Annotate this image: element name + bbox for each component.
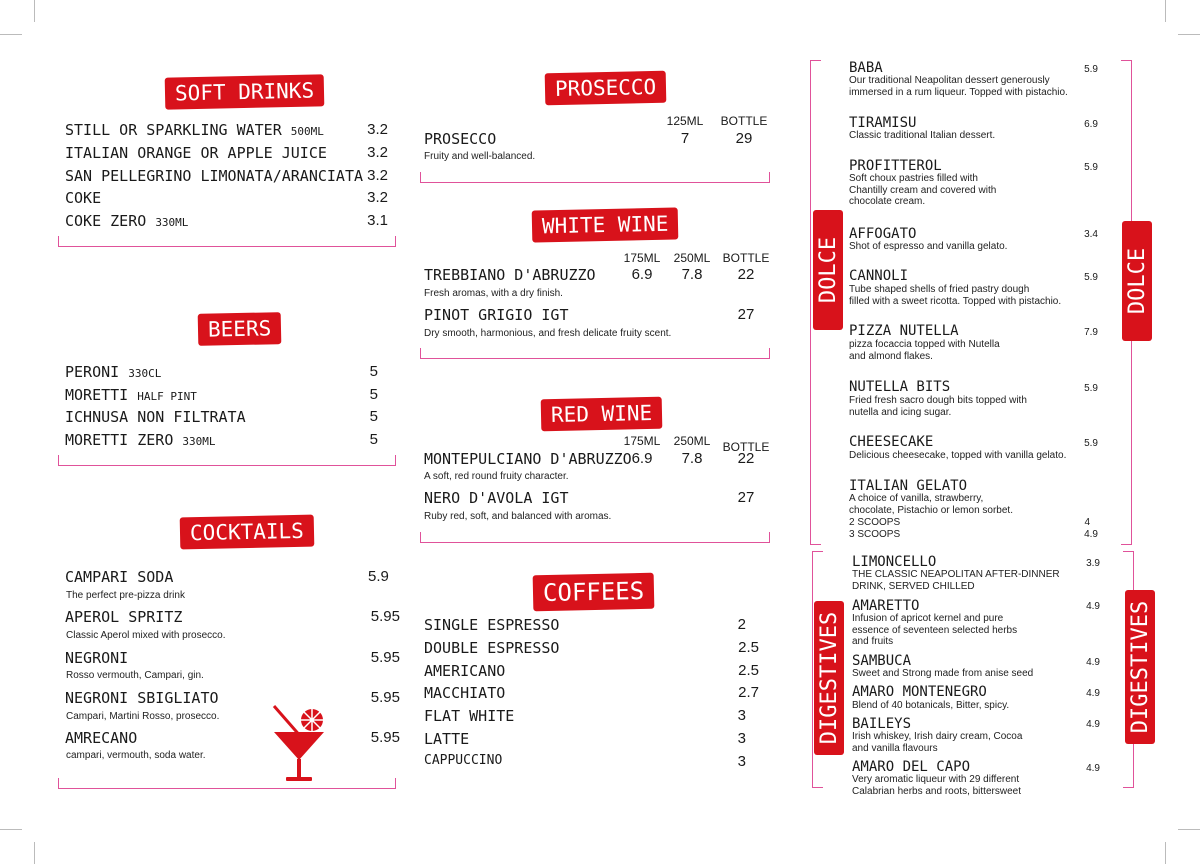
menu-item-price: 2.5 bbox=[738, 639, 759, 656]
menu-item-name: PROSECCO bbox=[424, 130, 497, 148]
column-header: 250ML bbox=[673, 251, 711, 265]
column-header: BOTTLE bbox=[722, 251, 770, 265]
menu-item-name: APEROL SPRITZ bbox=[65, 608, 183, 626]
menu-item-price: 5 bbox=[369, 408, 378, 425]
section-title-digestives: DIGESTIVES bbox=[814, 601, 844, 755]
digestive-price: 4.9 bbox=[1086, 719, 1100, 730]
digestive-price: 3.9 bbox=[1086, 558, 1100, 569]
menu-item-price: 6.9 bbox=[631, 450, 653, 467]
menu-item-name: TREBBIANO D'ABRUZZO bbox=[424, 266, 596, 284]
menu-item-description: Campari, Martini Rosso, prosecco. bbox=[66, 711, 220, 722]
section-title-beers: BEERS bbox=[198, 312, 282, 346]
dessert-description: A choice of vanilla, strawberry, chocolate, Pistachio or lemon sorbet. bbox=[849, 493, 1013, 516]
menu-item-name: LATTE bbox=[424, 730, 470, 748]
dessert-description: Fried fresh sacro dough bits topped with nutella and icing sugar. bbox=[849, 395, 1027, 418]
section-bracket bbox=[420, 348, 770, 359]
crop-mark bbox=[0, 34, 22, 35]
menu-item-price: 2.5 bbox=[738, 662, 759, 679]
menu-item-description: campari, vermouth, soda water. bbox=[66, 750, 206, 761]
menu-item-name: CAMPARI SODA bbox=[65, 568, 174, 586]
dessert-name: ITALIAN GELATO bbox=[849, 478, 968, 494]
section-title-cocktails: COCKTAILS bbox=[180, 515, 314, 550]
dessert-price: 5.9 bbox=[1084, 438, 1098, 449]
dessert-description: Soft choux pastries filled with Chantilly cream and covered with chocolate cream. bbox=[849, 173, 997, 207]
dessert-description: Our traditional Neapolitan dessert generously immersed in a rum liqueur. Topped with pistachio. bbox=[849, 75, 1068, 98]
column-header: BOTTLE bbox=[722, 440, 770, 454]
menu-item-price: 5 bbox=[369, 363, 378, 380]
dessert-name: PROFITTEROL bbox=[849, 158, 942, 174]
menu-item-name: SINGLE ESPRESSO bbox=[424, 616, 560, 634]
menu-item-price: 27 bbox=[737, 489, 755, 506]
menu-item-price: 3 bbox=[737, 753, 746, 770]
crop-mark bbox=[0, 829, 22, 830]
menu-item-description: Classic Aperol mixed with prosecco. bbox=[66, 630, 226, 641]
section-bracket bbox=[58, 236, 396, 247]
menu-item-name: COKE ZERO 330ML bbox=[65, 212, 189, 230]
menu-item-price: 2 bbox=[737, 616, 746, 633]
crop-mark bbox=[34, 0, 35, 22]
menu-item-price: 7.8 bbox=[681, 450, 703, 467]
menu-item-description: Dry smooth, harmonious, and fresh delicate fruity scent. bbox=[424, 328, 672, 339]
menu-item-name: AMRECANO bbox=[65, 729, 138, 747]
column-header: 175ML bbox=[623, 251, 661, 265]
menu-item-name: DOUBLE ESPRESSO bbox=[424, 639, 560, 657]
menu-item-name: ITALIAN ORANGE OR APPLE JUICE bbox=[65, 144, 327, 162]
section-bracket bbox=[420, 532, 770, 543]
menu-item-price: 5.95 bbox=[370, 649, 400, 666]
menu-item-name: COKE bbox=[65, 189, 102, 207]
section-title-coffees: COFFEES bbox=[533, 573, 655, 612]
digestive-name: AMARO DEL CAPO bbox=[852, 759, 971, 775]
digestive-description: Infusion of apricot kernel and pure essence of seventeen selected herbs and fruits bbox=[852, 613, 1018, 647]
gelato-option-label: 3 SCOOPS bbox=[849, 529, 901, 540]
digestive-description: Irish whiskey, Irish dairy cream, Cocoa and vanilla flavours bbox=[852, 731, 1023, 754]
menu-item-name: NEGRONI SBIGLIATO bbox=[65, 689, 219, 707]
menu-item-price: 3.2 bbox=[367, 189, 388, 206]
menu-item-price: 3 bbox=[737, 707, 746, 724]
dessert-name: NUTELLA BITS bbox=[849, 379, 951, 395]
digestive-name: AMARETTO bbox=[852, 598, 920, 614]
dessert-price: 5.9 bbox=[1084, 64, 1098, 75]
dessert-price: 7.9 bbox=[1084, 327, 1098, 338]
digestive-price: 4.9 bbox=[1086, 657, 1100, 668]
menu-item-description: Fruity and well-balanced. bbox=[424, 151, 536, 162]
menu-item-price: 3.2 bbox=[367, 144, 388, 161]
gelato-option-price: 4.9 bbox=[1084, 529, 1098, 540]
section-bracket bbox=[58, 778, 396, 789]
menu-item-description: Rosso vermouth, Campari, gin. bbox=[66, 670, 204, 681]
dessert-description: Tube shaped shells of fried pastry dough filled with a sweet ricotta. Topped with pistachio. bbox=[849, 284, 1062, 307]
section-bracket bbox=[58, 455, 396, 466]
digestive-name: AMARO MONTENEGRO bbox=[852, 684, 987, 700]
menu-item-price: 29 bbox=[735, 130, 753, 147]
menu-item-price: 5.95 bbox=[370, 608, 400, 625]
menu-item-name: MACCHIATO bbox=[424, 684, 506, 702]
dessert-name: BABA bbox=[849, 60, 883, 76]
dessert-price: 3.4 bbox=[1084, 229, 1098, 240]
dessert-name: TIRAMISU bbox=[849, 115, 917, 131]
menu-item-name: AMERICANO bbox=[424, 662, 506, 680]
section-title-dolce: DOLCE bbox=[813, 210, 843, 330]
section-title-prosecco: PROSECCO bbox=[545, 71, 667, 106]
dessert-description: Shot of espresso and vanilla gelato. bbox=[849, 241, 1008, 252]
menu-item-name: ICHNUSA NON FILTRATA bbox=[65, 408, 246, 426]
digestive-description: THE CLASSIC NEAPOLITAN AFTER-DINNER DRINK, SERVED CHILLED bbox=[852, 569, 1060, 592]
digestive-price: 4.9 bbox=[1086, 763, 1100, 774]
menu-item-name: MORETTI ZERO 330ML bbox=[65, 431, 216, 449]
column-header: 175ML bbox=[623, 434, 661, 448]
menu-item-price: 3.1 bbox=[367, 212, 388, 229]
gelato-option-label: 2 SCOOPS bbox=[849, 517, 901, 528]
dessert-name: AFFOGATO bbox=[849, 226, 917, 242]
menu-item-name: PINOT GRIGIO IGT bbox=[424, 306, 569, 324]
menu-item-price: 5.95 bbox=[370, 729, 400, 746]
menu-item-description: Ruby red, soft, and balanced with aromas. bbox=[424, 511, 612, 522]
menu-item-price: 3.2 bbox=[367, 167, 388, 184]
dessert-description: Classic traditional Italian dessert. bbox=[849, 130, 996, 141]
section-title-dolce-right: DOLCE bbox=[1122, 221, 1152, 341]
cocktail-glass-icon bbox=[268, 702, 332, 786]
dessert-price: 5.9 bbox=[1084, 162, 1098, 173]
column-header: 125ML bbox=[666, 114, 704, 128]
menu-item-price: 27 bbox=[737, 306, 755, 323]
menu-item-price: 3.2 bbox=[367, 121, 388, 138]
menu-item-description: Fresh aromas, with a dry finish. bbox=[424, 288, 563, 299]
section-bracket bbox=[420, 172, 770, 183]
menu-item-name: PERONI 330CL bbox=[65, 363, 162, 381]
menu-item-name: FLAT WHITE bbox=[424, 707, 515, 725]
digestive-name: BAILEYS bbox=[852, 716, 912, 732]
dessert-price: 5.9 bbox=[1084, 272, 1098, 283]
menu-item-name: MONTEPULCIANO D'ABRUZZO bbox=[424, 450, 632, 468]
dessert-price: 5.9 bbox=[1084, 383, 1098, 394]
digestive-price: 4.9 bbox=[1086, 688, 1100, 699]
section-title-red-wine: RED WINE bbox=[541, 397, 663, 432]
menu-item-name: CAPPUCCINO bbox=[424, 753, 503, 768]
digestive-description: Sweet and Strong made from anise seed bbox=[852, 668, 1034, 679]
menu-item-price: 22 bbox=[737, 266, 755, 283]
dessert-description: pizza focaccia topped with Nutella and almond flakes. bbox=[849, 339, 1000, 362]
crop-mark bbox=[1165, 0, 1166, 22]
digestive-name: SAMBUCA bbox=[852, 653, 912, 669]
dessert-description: Delicious cheesecake, topped with vanilla gelato. bbox=[849, 450, 1067, 461]
section-title-digestives-right: DIGESTIVES bbox=[1125, 590, 1155, 744]
menu-item-name: NERO D'AVOLA IGT bbox=[424, 489, 569, 507]
gelato-option-price: 4 bbox=[1084, 517, 1090, 528]
crop-mark bbox=[1178, 34, 1200, 35]
menu-item-price: 5 bbox=[369, 431, 378, 448]
digestive-name: LIMONCELLO bbox=[852, 554, 937, 570]
menu-item-price: 22 bbox=[737, 450, 755, 467]
menu-item-price: 2.7 bbox=[738, 684, 759, 701]
dessert-name: PIZZA NUTELLA bbox=[849, 323, 959, 339]
menu-item-price: 5.95 bbox=[370, 689, 400, 706]
menu-item-description: A soft, red round fruity character. bbox=[424, 471, 569, 482]
dessert-name: CHEESECAKE bbox=[849, 434, 934, 450]
menu-item-price: 7.8 bbox=[681, 266, 703, 283]
crop-mark bbox=[34, 842, 35, 864]
menu-item-name: NEGRONI bbox=[65, 649, 129, 667]
dessert-name: CANNOLI bbox=[849, 268, 909, 284]
menu-item-price: 3 bbox=[737, 730, 746, 747]
menu-item-name: STILL OR SPARKLING WATER 500ML bbox=[65, 121, 324, 139]
crop-mark bbox=[1178, 829, 1200, 830]
menu-item-price: 5.9 bbox=[368, 568, 389, 585]
menu-item-price: 6.9 bbox=[631, 266, 653, 283]
digestive-description: Very aromatic liqueur with 29 different Calabrian herbs and roots, bittersweet bbox=[852, 774, 1021, 797]
menu-item-name: MORETTI HALF PINT bbox=[65, 386, 197, 404]
menu-item-name: SAN PELLEGRINO LIMONATA/ARANCIATA bbox=[65, 167, 364, 185]
column-header: BOTTLE bbox=[720, 114, 768, 128]
section-title-white-wine: WHITE WINE bbox=[532, 207, 679, 242]
crop-mark bbox=[1165, 842, 1166, 864]
section-title-soft-drinks: SOFT DRINKS bbox=[165, 74, 325, 109]
digestive-description: Blend of 40 botanicals, Bitter, spicy. bbox=[852, 700, 1010, 711]
menu-item-description: The perfect pre-pizza drink bbox=[66, 590, 185, 601]
menu-item-price: 5 bbox=[369, 386, 378, 403]
dessert-price: 6.9 bbox=[1084, 119, 1098, 130]
menu-item-price: 7 bbox=[680, 130, 690, 147]
column-header: 250ML bbox=[673, 434, 711, 448]
digestive-price: 4.9 bbox=[1086, 601, 1100, 612]
